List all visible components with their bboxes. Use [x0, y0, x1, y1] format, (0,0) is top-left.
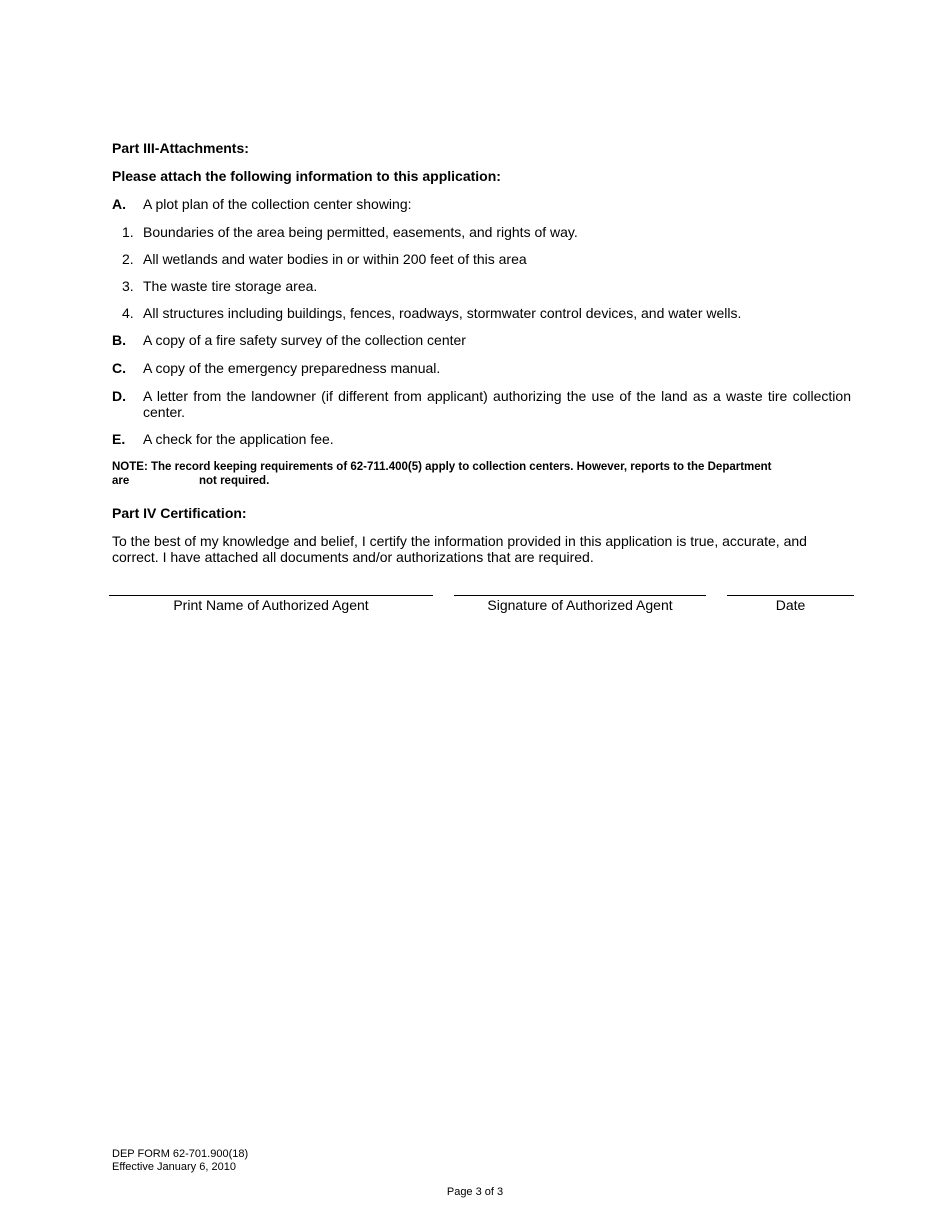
- note-line-2-end: not required.: [199, 475, 270, 487]
- date-label: Date: [775, 597, 806, 613]
- item-a-label: A.: [112, 196, 126, 212]
- subitem-3-label: 3.: [122, 278, 134, 294]
- certification-text: To the best of my knowledge and belief, I certify the information provided in this application is true, accurate, and correct. I have attached all documents and/or authorizations that are required.: [112, 533, 807, 565]
- print-name-label: Print Name of Authorized Agent: [173, 597, 369, 613]
- part4-heading: Part IV Certification:: [112, 505, 247, 521]
- item-e-text: A check for the application fee.: [143, 431, 334, 447]
- form-number: DEP FORM 62-701.900(18): [112, 1148, 249, 1160]
- print-name-line[interactable]: [109, 595, 433, 596]
- item-b-label: B.: [112, 332, 126, 348]
- item-c-label: C.: [112, 360, 126, 376]
- item-c-text: A copy of the emergency preparedness manual.: [143, 360, 441, 376]
- date-line[interactable]: [727, 595, 854, 596]
- page-number: Page 3 of 3: [446, 1186, 504, 1198]
- item-d-text: A letter from the landowner (if different from applicant) authorizing the use of the land as a waste tire collection center.: [143, 388, 851, 420]
- item-b-text: A copy of a fire safety survey of the collection center: [143, 332, 466, 348]
- subitem-4-text: All structures including buildings, fences, roadways, stormwater control devices, and water wells.: [143, 305, 742, 321]
- note-line-2-start: are: [112, 475, 130, 487]
- note-line-1: NOTE: The record keeping requirements of 62-711.400(5) apply to collection centers. However, reports to the Department: [112, 461, 772, 473]
- item-e-label: E.: [112, 431, 126, 447]
- subitem-3-text: The waste tire storage area.: [143, 278, 318, 294]
- subitem-4-label: 4.: [122, 305, 134, 321]
- signature-label: Signature of Authorized Agent: [487, 597, 673, 613]
- subitem-2-label: 2.: [122, 251, 134, 267]
- part3-intro: Please attach the following information to this application:: [112, 168, 501, 184]
- subitem-1-label: 1.: [122, 224, 134, 240]
- signature-line[interactable]: [454, 595, 706, 596]
- subitem-1-text: Boundaries of the area being permitted, easements, and rights of way.: [143, 224, 578, 240]
- subitem-2-text: All wetlands and water bodies in or within 200 feet of this area: [143, 251, 527, 267]
- effective-date: Effective January 6, 2010: [112, 1161, 236, 1173]
- item-a-text: A plot plan of the collection center showing:: [143, 196, 412, 212]
- item-d-label: D.: [112, 388, 126, 404]
- part3-heading: Part III-Attachments:: [112, 140, 249, 156]
